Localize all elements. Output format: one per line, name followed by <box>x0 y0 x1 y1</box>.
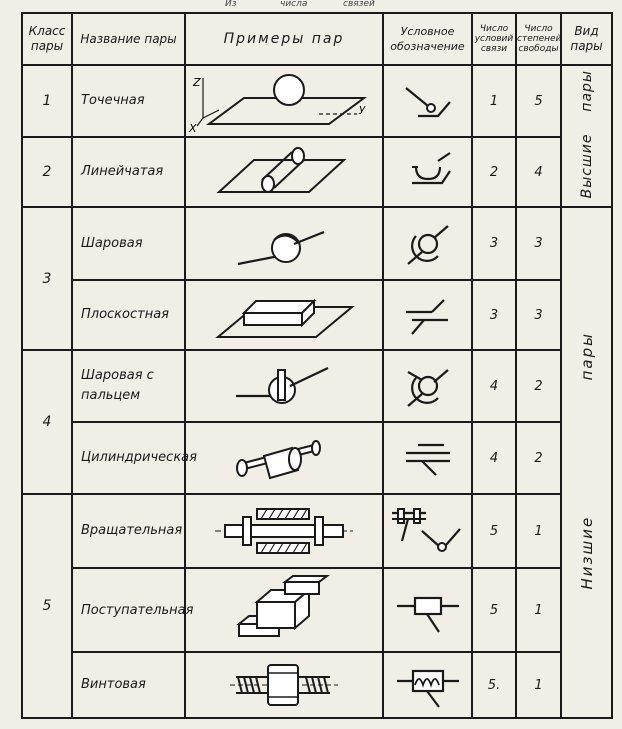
symbol-cell <box>383 494 472 568</box>
header-name: Название пары <box>72 13 185 65</box>
header-row <box>22 13 612 65</box>
screw-pair-symbol <box>393 657 463 713</box>
symbol-cell <box>383 65 472 137</box>
constraints-cell: 2 <box>472 137 516 207</box>
table-row <box>22 207 612 280</box>
dof-cell: 3 <box>516 280 561 350</box>
pair-name: Винтовая <box>72 652 185 718</box>
header-kind: Вид пары <box>561 13 612 65</box>
example-cell <box>185 652 383 718</box>
caption-fragment: Из <box>225 0 237 9</box>
dof-cell: 4 <box>516 137 561 207</box>
example-cell <box>185 494 383 568</box>
class-cell: 3 <box>22 207 72 350</box>
screw-pair-drawing <box>224 657 344 713</box>
table-row <box>22 568 612 652</box>
pair-name: Плоскостная <box>72 280 185 350</box>
constraints-cell: 5 <box>472 568 516 652</box>
constraints-cell: 3 <box>472 280 516 350</box>
symbol-cell <box>383 137 472 207</box>
plane-pair-symbol <box>398 290 458 340</box>
dof-cell: 5 <box>516 65 561 137</box>
pair-name: Шаровая <box>72 207 185 280</box>
dof-cell: 2 <box>516 422 561 494</box>
dof-cell: 3 <box>516 207 561 280</box>
header-class: Класс пары <box>22 13 72 65</box>
prismatic-pair-drawing <box>219 572 349 648</box>
example-cell <box>185 422 383 494</box>
constraints-cell: 5. <box>472 652 516 718</box>
ball-pair-drawing <box>224 212 344 276</box>
header-constraints: Число условий связи <box>472 13 516 65</box>
header-dof: Число степеней свободы <box>516 13 561 65</box>
point-pair-symbol <box>398 76 458 126</box>
point-pair-drawing <box>189 68 379 134</box>
example-cell <box>185 350 383 422</box>
class-cell: 1 <box>22 65 72 137</box>
pair-name: Шаровая с пальцем <box>72 350 185 422</box>
ball-pair-symbol <box>398 216 458 272</box>
pair-name: Вращательная <box>72 494 185 568</box>
symbol-cell <box>383 422 472 494</box>
revolute-pair-symbol <box>388 501 468 561</box>
axis-z-label: Z <box>193 76 201 89</box>
caption-fragment: числа <box>280 0 308 9</box>
header-examples: Примеры пар <box>185 13 383 65</box>
dof-cell: 1 <box>516 568 561 652</box>
kinematic-pairs-table <box>21 12 613 719</box>
class-cell: 2 <box>22 137 72 207</box>
table-row <box>22 350 612 422</box>
dof-cell: 1 <box>516 652 561 718</box>
ball-pin-pair-symbol <box>398 358 458 414</box>
header-symbol: Условное обозначение <box>383 13 472 65</box>
pair-name: Поступательная <box>72 568 185 652</box>
symbol-cell <box>383 568 472 652</box>
dof-cell: 2 <box>516 350 561 422</box>
cylindrical-pair-drawing <box>224 426 344 490</box>
line-pair-symbol <box>398 147 458 197</box>
dof-cell: 1 <box>516 494 561 568</box>
table-row <box>22 494 612 568</box>
line-pair-drawing <box>204 142 364 202</box>
prismatic-pair-symbol <box>393 580 463 640</box>
constraints-cell: 1 <box>472 65 516 137</box>
pair-name: Точечная <box>72 65 185 137</box>
constraints-cell: 4 <box>472 350 516 422</box>
cylindrical-pair-symbol <box>398 433 458 483</box>
kind-lower-label: Низшие пары <box>577 331 596 590</box>
example-cell <box>185 207 383 280</box>
kind-lower-cell <box>561 207 612 718</box>
axis-x-label: X <box>189 122 197 135</box>
pair-name: Цилиндрическая <box>72 422 185 494</box>
revolute-pair-drawing <box>209 499 359 563</box>
example-cell <box>185 280 383 350</box>
symbol-cell <box>383 350 472 422</box>
pair-name: Линейчатая <box>72 137 185 207</box>
example-cell <box>185 65 383 137</box>
table-row <box>22 280 612 350</box>
table-row <box>22 137 612 207</box>
constraints-cell: 5 <box>472 494 516 568</box>
class-cell: 4 <box>22 350 72 494</box>
kind-higher-label: Высшие пары <box>578 69 595 199</box>
symbol-cell <box>383 207 472 280</box>
example-cell <box>185 137 383 207</box>
constraints-cell: 4 <box>472 422 516 494</box>
ball-pin-pair-drawing <box>224 354 344 418</box>
plane-pair-drawing <box>204 285 364 345</box>
symbol-cell <box>383 280 472 350</box>
table-row <box>22 652 612 718</box>
table-row <box>22 422 612 494</box>
symbol-cell <box>383 652 472 718</box>
axis-y-label: y <box>359 102 366 115</box>
caption-fragment: связей <box>343 0 375 9</box>
table-row <box>22 65 612 137</box>
example-cell <box>185 568 383 652</box>
kind-higher-cell <box>561 65 612 207</box>
class-cell: 5 <box>22 494 72 718</box>
constraints-cell: 3 <box>472 207 516 280</box>
